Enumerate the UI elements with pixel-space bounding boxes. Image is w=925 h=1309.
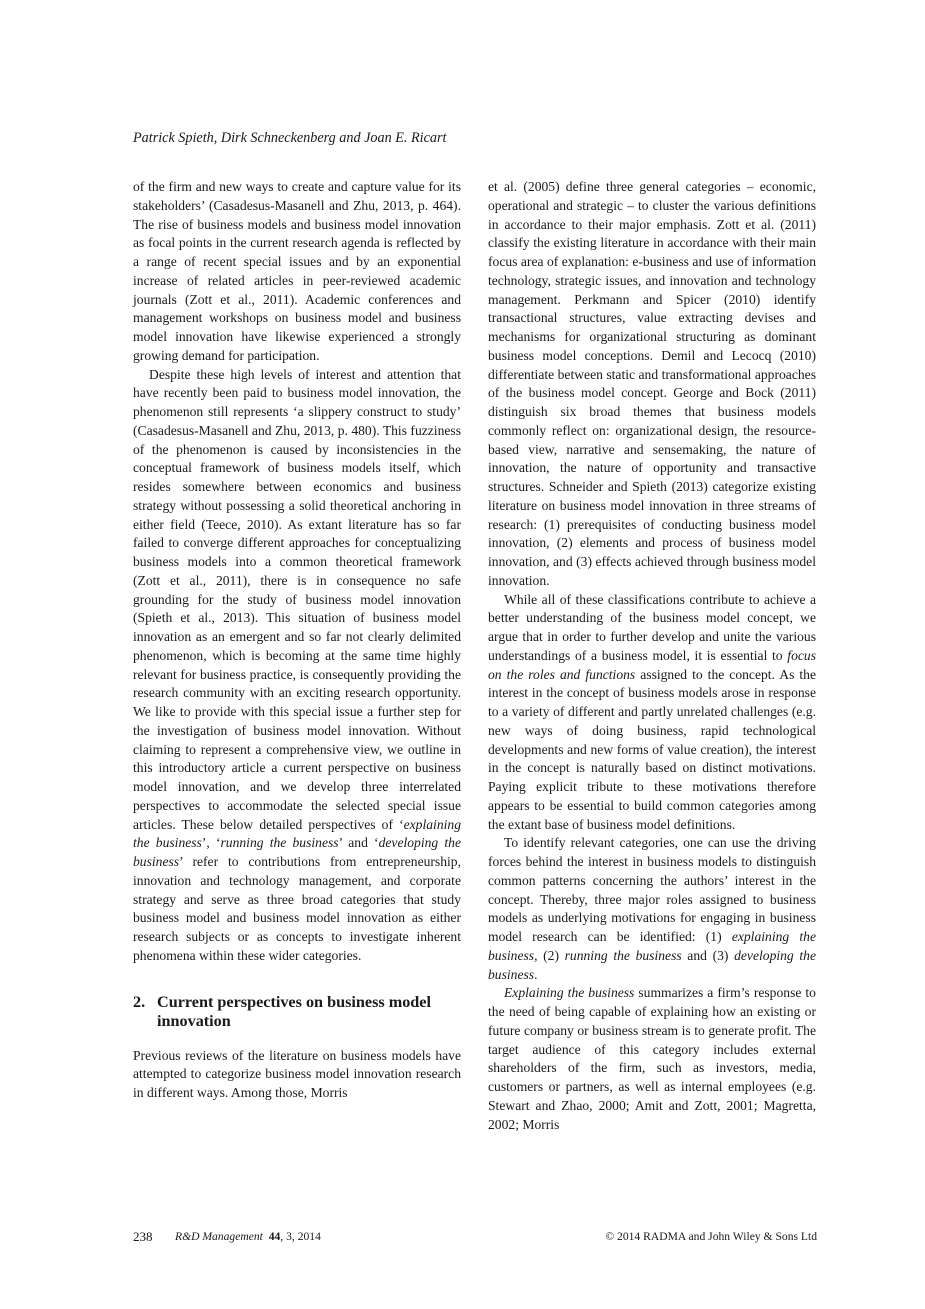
- section-number: 2.: [133, 992, 146, 1011]
- paragraph: While all of these classifications contribute to achieve a better understanding of the business model concept, we argue that in order to further develop and unite the various understandings of a business model, it is essential to focus on the roles and functions assigned to the concept. As the interest in the concept of business models arose in response to a variety of different and partly unrelated challenges (e.g. new ways of doing business, rapid technological developments and new forms of value creation), the interest in the concept is naturally based on distinct motivations. Paying explicit tribute to these motivations therefore appears to be essential to build common categories among the extant base of business model definitions.: [488, 591, 816, 832]
- paragraph: To identify relevant categories, one can use the driving forces behind the interest in business models to distinguish common patterns concerning the authors’ interest in the concept. Thereby, three major roles assigned to business models as underlying motivations for engaging in business model research can be identified: (1) explaining the business, (2) running the business and (3) developing the business.: [488, 835, 816, 982]
- copyright-notice: © 2014 RADMA and John Wiley & Sons Ltd: [605, 1230, 817, 1243]
- page-number: 238: [133, 1229, 153, 1244]
- page-footer: [133, 1229, 817, 1245]
- section-heading: [133, 993, 461, 1031]
- paragraph: of the firm and new ways to create and capture value for its stakeholders’ (Casadesus-Masanell and Zhu, 2013, p. 464). The rise of business models and business model innovation as focal points in the current research agenda is reflected by a range of recent special issues and by an exponential increase of related articles in peer-reviewed academic journals (Zott et al., 2011). Academic conferences and management workshops on business model and business model innovation have likewise experienced a strongly growing demand for participation.: [133, 179, 461, 363]
- paragraph: Previous reviews of the literature on business models have attempted to categorize business model innovation research in different ways. Among those, Morris: [133, 1047, 461, 1100]
- running-head-authors: Patrick Spieth, Dirk Schneckenberg and Joan E. Ricart: [133, 130, 447, 146]
- right-column: [488, 178, 816, 1134]
- paragraph: Explaining the business summarizes a firm’s response to the need of being capable of explaining how an existing or future company or business stream is to generate profit. The target audience of this category includes external shareholders of the firm, such as investors, media, customers or partners, as well as internal employees (e.g. Stewart and Zhao, 2000; Amit and Zott, 2001; Magretta, 2002; Morris: [488, 985, 816, 1132]
- paragraph: Despite these high levels of interest and attention that have recently been paid to business model innovation, the phenomenon still represents ‘a slippery construct to study’ (Casadesus-Masanell and Zhu, 2013, p. 480). This fuzziness of the phenomenon is caused by inconsistencies in the conceptual framework of business models itself, which resides somewhere between economics and business strategy without possessing a solid theoretical anchoring in either field (Teece, 2010). As extant literature has so far failed to converge different approaches for conceptualizing business models into a common theoretical framework (Zott et al., 2011), there is in consequence no safe grounding for the study of business model innovation (Spieth et al., 2013). This situation of business model innovation as an emergent and so far not clearly delimited phenomenon, which is becoming at the same time highly relevant for business practice, is consequently providing the research community with an exciting research opportunity. We like to provide with this special issue a further step for the investigation of business model innovation. Without claiming to represent a comprehensive view, we outline in this introductory article a current perspective on business model innovation, and we develop three interrelated perspectives to accommodate the selected special issue articles. These below detailed perspectives of ‘explaining the business’, ‘running the business’ and ‘developing the business’ refer to contributions from entrepreneurship, innovation and technology management, and corporate strategy and serve as three broad categories that study business model and business model innovation as either research subjects or as concepts to investigate inherent phenomena within these wider categories.: [133, 366, 461, 963]
- section-title: Current perspectives on business model innovation: [157, 992, 431, 1030]
- left-column: [133, 178, 461, 1103]
- paragraph: et al. (2005) define three general categories – economic, operational and strategic – to cluster the various definitions in accordance to their major emphasis. Zott et al. (2011) classify the existing literature in accordance with their main focus area of explanation: e-business and use of information technology, strategic issues, and innovation and technology management. Perkmann and Spicer (2010) identify transactional structures, value extracting devises and mechanisms for organizational structuring as dominant business model conceptions. Demil and Lecocq (2010) differentiate between static and transformational approaches of the business model concept. George and Bock (2011) distinguish six broad themes that business models commonly reflect on: organizational design, the resource-based view, narrative and sensemaking, the nature of innovation, the nature of opportunity and transactive structures. Schneider and Spieth (2013) categorize existing literature on business model innovation in three streams of research: (1) prerequisites of conducting business model innovation, (2) elements and process of business model innovation, and (3) effects achieved through business model innovation.: [488, 179, 816, 588]
- journal-citation: R&D Management 44, 3, 2014: [175, 1230, 321, 1243]
